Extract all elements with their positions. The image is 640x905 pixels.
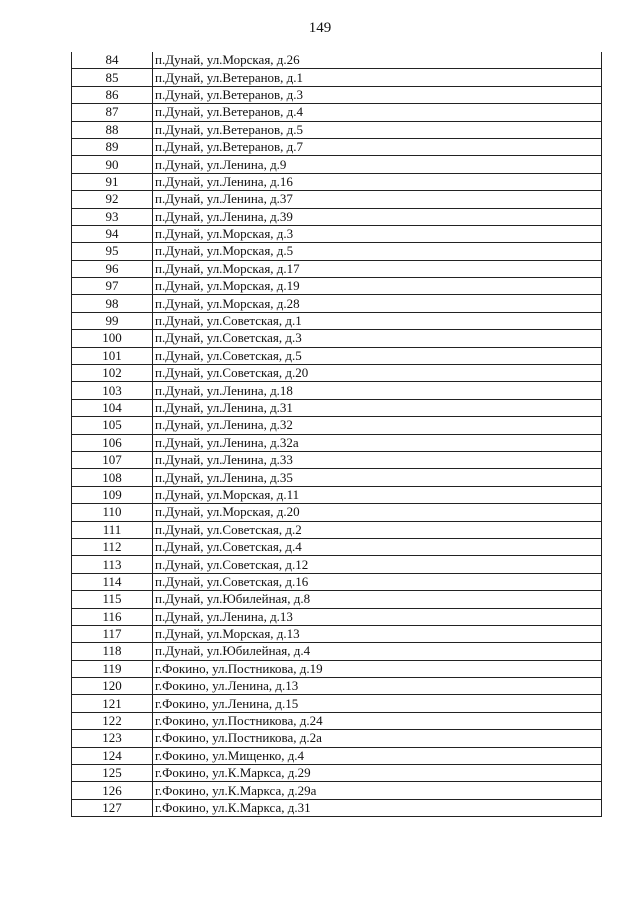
row-number: 114 — [72, 573, 153, 590]
table-row — [72, 765, 602, 782]
row-address: п.Дунай, ул.Ветеранов, д.4 — [153, 104, 602, 121]
table-row — [72, 486, 602, 503]
table-row — [72, 365, 602, 382]
page-number: 149 — [308, 20, 332, 36]
table-row — [72, 695, 602, 712]
table-row — [72, 138, 602, 155]
table-row — [72, 538, 602, 555]
row-number: 101 — [72, 347, 153, 364]
table-row — [72, 643, 602, 660]
row-number: 87 — [72, 104, 153, 121]
row-number: 104 — [72, 399, 153, 416]
row-number: 112 — [72, 538, 153, 555]
table-row — [72, 434, 602, 451]
table-row — [72, 469, 602, 486]
address-table-body — [72, 52, 602, 817]
row-number: 100 — [72, 330, 153, 347]
table-row — [72, 86, 602, 103]
table-row — [72, 608, 602, 625]
row-number: 105 — [72, 417, 153, 434]
row-number: 110 — [72, 504, 153, 521]
address-table — [71, 52, 602, 817]
row-address: п.Дунай, ул.Морская, д.5 — [153, 243, 602, 260]
row-address: п.Дунай, ул.Морская, д.17 — [153, 260, 602, 277]
row-number: 122 — [72, 712, 153, 729]
row-address: п.Дунай, ул.Морская, д.20 — [153, 504, 602, 521]
row-address: п.Дунай, ул.Советская, д.3 — [153, 330, 602, 347]
table-row — [72, 243, 602, 260]
row-number: 125 — [72, 765, 153, 782]
row-number: 97 — [72, 278, 153, 295]
row-address: г.Фокино, ул.Постникова, д.19 — [153, 660, 602, 677]
row-number: 117 — [72, 625, 153, 642]
table-row — [72, 173, 602, 190]
row-address: г.Фокино, ул.К.Маркса, д.29а — [153, 782, 602, 799]
row-number: 115 — [72, 591, 153, 608]
row-number: 95 — [72, 243, 153, 260]
row-number: 116 — [72, 608, 153, 625]
row-address: п.Дунай, ул.Ленина, д.33 — [153, 451, 602, 468]
row-address: г.Фокино, ул.Ленина, д.15 — [153, 695, 602, 712]
table-row — [72, 556, 602, 573]
row-number: 126 — [72, 782, 153, 799]
table-row — [72, 747, 602, 764]
row-address: п.Дунай, ул.Морская, д.13 — [153, 625, 602, 642]
row-address: п.Дунай, ул.Ветеранов, д.5 — [153, 121, 602, 138]
row-number: 93 — [72, 208, 153, 225]
row-number: 94 — [72, 225, 153, 242]
row-address: п.Дунай, ул.Морская, д.11 — [153, 486, 602, 503]
row-address: п.Дунай, ул.Советская, д.20 — [153, 365, 602, 382]
table-row — [72, 330, 602, 347]
table-row — [72, 295, 602, 312]
table-row — [72, 121, 602, 138]
row-number: 120 — [72, 678, 153, 695]
table-row — [72, 104, 602, 121]
row-number: 103 — [72, 382, 153, 399]
row-address: п.Дунай, ул.Морская, д.19 — [153, 278, 602, 295]
table-row — [72, 625, 602, 642]
table-row — [72, 451, 602, 468]
table-row — [72, 417, 602, 434]
table-row — [72, 69, 602, 86]
row-number: 111 — [72, 521, 153, 538]
row-address: п.Дунай, ул.Ветеранов, д.1 — [153, 69, 602, 86]
row-address: п.Дунай, ул.Ленина, д.35 — [153, 469, 602, 486]
table-row — [72, 521, 602, 538]
row-number: 118 — [72, 643, 153, 660]
row-number: 89 — [72, 138, 153, 155]
row-address: п.Дунай, ул.Ленина, д.32а — [153, 434, 602, 451]
row-address: п.Дунай, ул.Советская, д.2 — [153, 521, 602, 538]
row-number: 85 — [72, 69, 153, 86]
row-number: 91 — [72, 173, 153, 190]
row-address: п.Дунай, ул.Советская, д.16 — [153, 573, 602, 590]
table-row — [72, 730, 602, 747]
table-row — [72, 191, 602, 208]
row-address: п.Дунай, ул.Советская, д.5 — [153, 347, 602, 364]
row-address: г.Фокино, ул.Постникова, д.2а — [153, 730, 602, 747]
table-row — [72, 156, 602, 173]
row-address: п.Дунай, ул.Ленина, д.31 — [153, 399, 602, 416]
table-row — [72, 347, 602, 364]
row-address: г.Фокино, ул.Мищенко, д.4 — [153, 747, 602, 764]
row-address: п.Дунай, ул.Юбилейная, д.4 — [153, 643, 602, 660]
table-row — [72, 278, 602, 295]
table-row — [72, 382, 602, 399]
table-row — [72, 712, 602, 729]
table-row — [72, 504, 602, 521]
row-number: 121 — [72, 695, 153, 712]
row-address: п.Дунай, ул.Советская, д.1 — [153, 312, 602, 329]
table-row — [72, 799, 602, 816]
row-address: п.Дунай, ул.Морская, д.26 — [153, 52, 602, 69]
row-number: 119 — [72, 660, 153, 677]
row-number: 96 — [72, 260, 153, 277]
row-number: 98 — [72, 295, 153, 312]
table-row — [72, 573, 602, 590]
row-number: 92 — [72, 191, 153, 208]
row-address: п.Дунай, ул.Ленина, д.32 — [153, 417, 602, 434]
row-number: 102 — [72, 365, 153, 382]
table-row — [72, 591, 602, 608]
row-address: п.Дунай, ул.Морская, д.3 — [153, 225, 602, 242]
row-number: 88 — [72, 121, 153, 138]
table-row — [72, 660, 602, 677]
row-number: 84 — [72, 52, 153, 69]
row-address: г.Фокино, ул.К.Маркса, д.29 — [153, 765, 602, 782]
table-row — [72, 260, 602, 277]
row-number: 106 — [72, 434, 153, 451]
table-row — [72, 225, 602, 242]
row-address: п.Дунай, ул.Юбилейная, д.8 — [153, 591, 602, 608]
row-address: п.Дунай, ул.Ленина, д.39 — [153, 208, 602, 225]
row-number: 90 — [72, 156, 153, 173]
table-row — [72, 52, 602, 69]
row-address: п.Дунай, ул.Ленина, д.13 — [153, 608, 602, 625]
row-address: п.Дунай, ул.Ленина, д.18 — [153, 382, 602, 399]
row-address: п.Дунай, ул.Ленина, д.16 — [153, 173, 602, 190]
row-address: п.Дунай, ул.Ленина, д.37 — [153, 191, 602, 208]
row-address: г.Фокино, ул.Постникова, д.24 — [153, 712, 602, 729]
row-address: п.Дунай, ул.Морская, д.28 — [153, 295, 602, 312]
table-row — [72, 399, 602, 416]
row-address: п.Дунай, ул.Ленина, д.9 — [153, 156, 602, 173]
row-number: 108 — [72, 469, 153, 486]
row-number: 107 — [72, 451, 153, 468]
row-address: п.Дунай, ул.Советская, д.4 — [153, 538, 602, 555]
row-number: 127 — [72, 799, 153, 816]
row-address: п.Дунай, ул.Ветеранов, д.7 — [153, 138, 602, 155]
table-row — [72, 782, 602, 799]
row-address: п.Дунай, ул.Ветеранов, д.3 — [153, 86, 602, 103]
table-row — [72, 678, 602, 695]
row-number: 86 — [72, 86, 153, 103]
table-row — [72, 312, 602, 329]
row-number: 109 — [72, 486, 153, 503]
row-number: 99 — [72, 312, 153, 329]
row-number: 123 — [72, 730, 153, 747]
row-number: 113 — [72, 556, 153, 573]
row-address: г.Фокино, ул.К.Маркса, д.31 — [153, 799, 602, 816]
table-row — [72, 208, 602, 225]
row-address: п.Дунай, ул.Советская, д.12 — [153, 556, 602, 573]
row-address: г.Фокино, ул.Ленина, д.13 — [153, 678, 602, 695]
row-number: 124 — [72, 747, 153, 764]
